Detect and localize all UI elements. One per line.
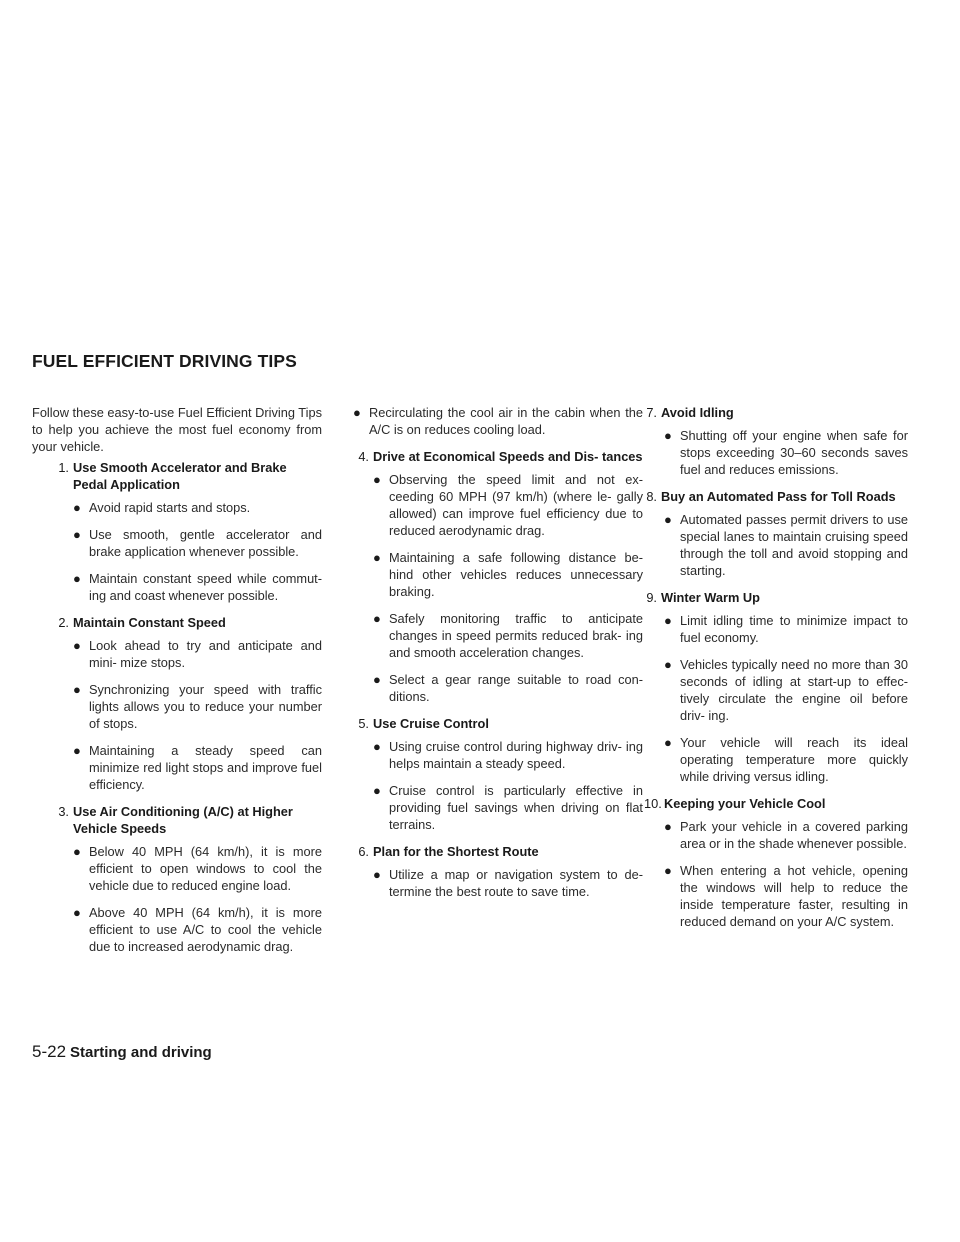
list-item — [664, 511, 908, 579]
tip-title: Plan for the Shortest Route — [373, 844, 539, 859]
bullet-icon: ● — [373, 672, 381, 687]
list-item — [373, 738, 643, 772]
tip-bullets — [353, 471, 643, 705]
bullet-text: Your vehicle will reach its ideal operating temperature more quickly while driving versus idling. — [680, 735, 908, 784]
list-item — [373, 782, 643, 833]
bullet-icon: ● — [373, 783, 381, 798]
list-item — [664, 612, 908, 646]
bullet-icon: ● — [664, 512, 672, 527]
tip-7 — [644, 404, 908, 478]
bullet-icon: ● — [73, 844, 81, 859]
tip-8 — [644, 488, 908, 579]
tip-9 — [644, 589, 908, 785]
list-item — [664, 734, 908, 785]
bullet-text: Cruise control is particularly effective in providing fuel savings when driving on flat terrains. — [389, 783, 643, 832]
tip-6 — [353, 843, 643, 900]
tip-4 — [353, 448, 643, 705]
bullet-text: Observing the speed limit and not ex- ceeding 60 MPH (97 km/h) (where le- gally allowed) can improve fuel efficiency due to reduced aerodynamic drag. — [389, 472, 643, 538]
bullet-text: Limit idling time to minimize impact to fuel economy. — [680, 613, 908, 645]
bullet-icon: ● — [73, 527, 81, 542]
bullet-text: Shutting off your engine when safe for stops exceeding 30–60 seconds saves fuel and reduces emissions. — [680, 428, 908, 477]
list-item — [373, 671, 643, 705]
tip-heading — [644, 488, 908, 505]
tip-bullets — [644, 427, 908, 478]
tip-10 — [644, 795, 908, 930]
tip-title: Drive at Economical Speeds and Dis- tances — [373, 449, 643, 464]
bullet-text: Utilize a map or navigation system to de- termine the best route to save time. — [389, 867, 643, 899]
bullet-text: Vehicles typically need no more than 30 seconds of idling at start-up to effec- tively circulate the engine oil before driv- ing. — [680, 657, 908, 723]
tip-number: 1. — [58, 460, 69, 475]
tip-bullets — [644, 818, 908, 930]
chapter-title: Starting and driving — [70, 1044, 212, 1061]
bullet-text: Maintaining a steady speed can minimize red light stops and improve fuel efficiency. — [89, 743, 322, 792]
bullet-icon: ● — [373, 611, 381, 626]
bullet-text: Synchronizing your speed with traffic lights allows you to reduce your number of stops. — [89, 682, 322, 731]
tip-number: 2. — [58, 615, 69, 630]
tip-1 — [32, 459, 322, 604]
list-item — [73, 742, 322, 793]
tip-title: Use Smooth Accelerator and Brake Pedal Application — [73, 460, 287, 492]
bullet-icon: ● — [664, 863, 672, 878]
list-item — [664, 427, 908, 478]
bullet-icon: ● — [664, 428, 672, 443]
column-2 — [353, 404, 643, 910]
tip-3 — [32, 803, 322, 955]
tip-number: 5. — [358, 716, 369, 731]
tip-title: Use Cruise Control — [373, 716, 489, 731]
bullet-text: Below 40 MPH (64 km/h), it is more efficient to open windows to cool the vehicle due to reduced engine load. — [89, 844, 322, 893]
section-title: FUEL EFFICIENT DRIVING TIPS — [32, 351, 297, 371]
list-item — [73, 681, 322, 732]
bullet-icon: ● — [373, 867, 381, 882]
bullet-icon: ● — [353, 405, 361, 420]
list-item — [73, 904, 322, 955]
tip-bullets — [32, 499, 322, 604]
tip-number: 3. — [58, 804, 69, 819]
tip-bullets — [644, 511, 908, 579]
column-1 — [32, 404, 322, 965]
bullet-text: Using cruise control during highway driv- ing helps maintain a steady speed. — [389, 739, 643, 771]
list-item — [373, 549, 643, 600]
list-item — [373, 471, 643, 539]
list-item — [73, 499, 322, 516]
tip-heading — [353, 715, 643, 732]
bullet-icon: ● — [664, 735, 672, 750]
bullet-icon: ● — [73, 743, 81, 758]
bullet-text: Maintaining a safe following distance be- hind other vehicles reduces unnecessary braking. — [389, 550, 643, 599]
tip-number: 7. — [646, 405, 657, 420]
tip-heading — [353, 843, 643, 860]
list-item — [664, 656, 908, 724]
tip-heading — [32, 803, 322, 837]
bullet-icon: ● — [73, 500, 81, 515]
bullet-text: When entering a hot vehicle, opening the windows will help to reduce the inside temperature faster, resulting in reduced demand on your A/C system. — [680, 863, 908, 929]
page-number: 5-22 — [32, 1042, 67, 1061]
list-item — [664, 818, 908, 852]
page-footer — [32, 1042, 212, 1062]
bullet-icon: ● — [664, 657, 672, 672]
bullet-text: Above 40 MPH (64 km/h), it is more efficient to use A/C to cool the vehicle due to increased aerodynamic drag. — [89, 905, 322, 954]
tip-title: Buy an Automated Pass for Toll Roads — [661, 489, 896, 504]
bullet-text: Recirculating the cool air in the cabin when the A/C is on reduces cooling load. — [369, 405, 643, 437]
bullet-text: Safely monitoring traffic to anticipate changes in speed permits reduced brak- ing and smooth acceleration changes. — [389, 611, 643, 660]
list-item — [73, 526, 322, 560]
bullet-icon: ● — [73, 682, 81, 697]
bullet-icon: ● — [373, 739, 381, 754]
list-item — [373, 610, 643, 661]
bullet-icon: ● — [373, 550, 381, 565]
bullet-icon: ● — [73, 905, 81, 920]
tip-title: Avoid Idling — [661, 405, 734, 420]
tip-heading — [644, 795, 908, 812]
tip-number: 4. — [358, 449, 369, 464]
tip-title: Maintain Constant Speed — [73, 615, 226, 630]
bullet-text: Maintain constant speed while commut- ing and coast whenever possible. — [89, 571, 322, 603]
tip-title: Keeping your Vehicle Cool — [664, 796, 826, 811]
bullet-text: Park your vehicle in a covered parking area or in the shade whenever possible. — [680, 819, 908, 851]
tip-heading — [644, 404, 908, 421]
tip-number: 10. — [644, 796, 662, 811]
tip-title: Use Air Conditioning (A/C) at Higher Vehicle Speeds — [73, 804, 293, 836]
bullet-text: Select a gear range suitable to road con- ditions. — [389, 672, 643, 704]
bullet-text: Automated passes permit drivers to use special lanes to maintain cruising speed through the toll and avoid stopping and starting. — [680, 512, 908, 578]
column-3 — [644, 404, 908, 940]
tip-bullets — [32, 637, 322, 793]
intro-paragraph: Follow these easy-to-use Fuel Efficient Driving Tips to help you achieve the most fuel economy from your vehicle. — [32, 405, 322, 454]
bullet-icon: ● — [73, 638, 81, 653]
tip-heading — [32, 614, 322, 631]
tip-number: 9. — [646, 590, 657, 605]
tip-heading — [353, 448, 643, 465]
tip-5 — [353, 715, 643, 833]
tip-bullets — [32, 843, 322, 955]
tip-bullets — [353, 738, 643, 833]
bullet-text: Use smooth, gentle accelerator and brake application whenever possible. — [89, 527, 322, 559]
tip-bullets — [353, 866, 643, 900]
list-item — [353, 404, 643, 438]
bullet-icon: ● — [373, 472, 381, 487]
bullet-icon: ● — [73, 571, 81, 586]
tip-title: Winter Warm Up — [661, 590, 760, 605]
tip-2 — [32, 614, 322, 793]
tip-number: 8. — [646, 489, 657, 504]
tip-bullets — [644, 612, 908, 785]
tip-heading — [32, 459, 322, 493]
tip-number: 6. — [358, 844, 369, 859]
bullet-icon: ● — [664, 613, 672, 628]
list-item — [664, 862, 908, 930]
bullet-text: Look ahead to try and anticipate and mini- mize stops. — [89, 638, 322, 670]
list-item — [73, 570, 322, 604]
list-item — [73, 843, 322, 894]
bullet-text: Avoid rapid starts and stops. — [89, 500, 251, 515]
list-item — [373, 866, 643, 900]
tip-3-bullets-continued — [353, 404, 643, 438]
tip-heading — [644, 589, 908, 606]
list-item — [73, 637, 322, 671]
bullet-icon: ● — [664, 819, 672, 834]
